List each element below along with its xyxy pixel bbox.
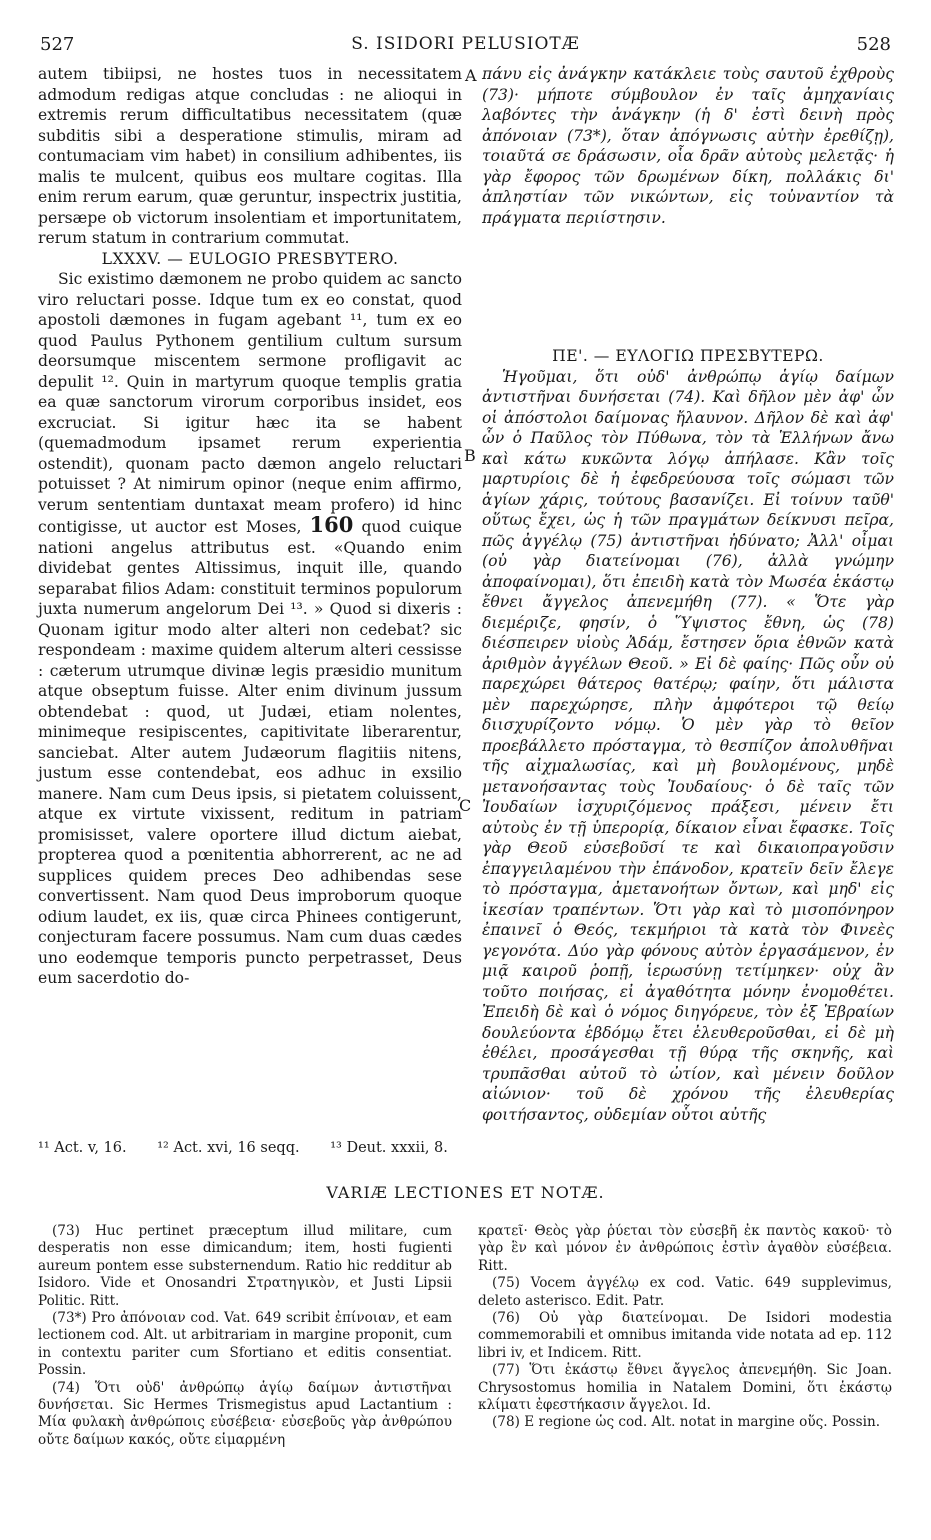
page-header xyxy=(36,34,895,58)
greek-column xyxy=(482,64,894,1125)
note-74-continued: κρατεῖ· Θεὸς γὰρ ῥύεται τὸν εὐσεβῆ ἐκ παντὸς κακοῦ· τὸ γὰρ ἓν καὶ μόνον ἐν ἀνθρώποις ἐστὶν ἀγαθὸν εὐσέβεια. Ritt. xyxy=(478,1223,892,1274)
running-title: S. ISIDORI PELUSIOTÆ xyxy=(351,34,580,54)
margin-marker-a: A xyxy=(465,66,477,85)
note-77: (77) Ὅτι ἑκάστῳ ἔθνει ἄγγελος ἀπενεμήθη. Sic Joan. Chrysostomus homilia in Natalem Domini, ὅτι ἑκάστῳ κλίματι ἐφεστήκασιν ἄγγελοι. Id. xyxy=(478,1362,892,1414)
notes-right-column xyxy=(478,1223,892,1432)
margin-marker-b: B xyxy=(464,446,476,465)
latin-paragraph-1: autem tibiipsi, ne hostes tuos in necessitatem admodum redigas atque concludas : ne alioqui in extremis rerum difficultatibus necessitatem (quæ subditis sibi a desperatione stimulis, miram ad contumaciam vim habet) in consilium adhibentes, iis malis te mulcent, quibus eos multare cogitas. Illa enim rerum earum, quæ geruntur, inspectrix justitia, persæpe ob victorum insolentiam et importunitatem, rerum statum in contrarium commutat. xyxy=(38,65,462,247)
greek-paragraph-2: Ἡγοῦμαι, ὅτι οὐδ' ἀνθρώπῳ ἁγίῳ δαίμων ἀντιστῆναι δυνήσεται (74). Καὶ δῆλον μὲν ἀφ' ὧν οἱ ἀπόστολοι δαίμονας ἤλαυνον. Δῆλον δὲ καὶ ἀφ' ὧν ὁ Παῦλος τὸν Πύθωνα, τὸν τὰ Ἑλλήνων ἄνω καὶ κάτω κυκῶντα λόγῳ ἀπήλασε. Κἂν τοῖς μαρτυρίοις δὲ ἡ ἐφεδρεύουσα τοῖς σώμασι τῶν ἁγίων χάρις, τούτους βασανίζει. Εἰ τοίνυν ταῦθ' οὕτως ἔχει, ὡς ἡ τῶν πραγμάτων δείκνυσι πεῖρα, πῶς ἀγγέλῳ (75) ἀντιστῆναι ἠδύνατο; Ἀλλ' οἶμαι (οὐ γὰρ διατείνομαι (76), ἀλλὰ γνώμην ἀποφαίνομαι), ὅτι ἐπειδὴ κατὰ τὸν Μωσέα ἑκάστῳ ἔθνει ἄγγελος ἀπενεμήθη (77). « Ὅτε γὰρ διεμέριζε, φησίν, ὁ Ὕψιστος ἔθνη, ὡς (78) διέσπειρεν υἱοὺς Ἀδάμ, ἔστησεν ὅρια ἐθνῶν κατὰ ἀριθμὸν ἀγγέλων Θεοῦ. » Εἰ δὲ φαίης· Πῶς οὖν οὐ παρεχώρει θάτερος θατέρῳ; φαίην, ὅτι μάλιστα μὲν παρεχώρησε, πλὴν ἀμφότεροι τῷ θείῳ διισχυρίζοντο νόμῳ. Ὁ μὲν γὰρ τὸ θεῖον προεβάλλετο πρόσταγμα, τὸ θεσπίζον ἀπολυθῆναι τῆς αἰχμαλωσίας, καὶ μὴ βουλομένους, μηδὲ μετανοήσαντας τοὺς Ἰουδαίους· ὁ δὲ ταῖς τῶν Ἰουδαίων ἰσχυριζόμενος πράξεσι, μένειν ἔτι αὐτοὺς ἐν τῇ ὑπερορίᾳ, δίκαιον εἶναι ἔφασκε. Τοῖς γὰρ Θεοῦ εὐσεβοῦσί τε καὶ δικαιοπραγοῦσιν ἐπαγγειλαμένου τὴν ἐπάνοδον, κρατεῖν δεῖν ἔλεγε τὸ πρόσταγμα, ἀμετανοήτων ὄντων, καὶ μηδ' εἰς ἱκεσίαν τραπέντων. Ὅτι γὰρ καὶ τὸ μισοπόνηρον ἐπαινεῖ ὁ Θεός, τεκμήριοι τὰ κατὰ τὸν Φινεὲς γεγονότα. Δύο γὰρ φόνους αὐτὸν ἐργασάμενον, ἐν μιᾷ καιροῦ ῥοπῇ, ἱερωσύνῃ τετίμηκεν· οὐχ ἂν τοῦτο ποιήσας, εἰ ἀγαθότητα μόνην ἐνομοθέτει. Ἐπειδὴ δὲ καὶ ὁ νόμος διηγόρευε, τὸν ἐξ Ἑβραίων δουλεύοντα ἑβδόμῳ ἔτει ἐλευθεροῦσθαι, εἰ δὲ μὴ ἐθέλει, προσάγεσθαι τῇ θύρᾳ τῆς σκηνῆς, καὶ τρυπᾶσθαι αὐτοῦ τὸ ὠτίον, καὶ μένειν δοῦλον αἰώνιον· τοῦ δὲ χρόνου τῆς ἐλευθερίας φοιτήσαντος, οὐδεμίαν οὗτοι αὐτῆς xyxy=(482,367,894,1124)
note-75: (75) Vocem ἀγγέλῳ ex cod. Vatic. 649 supplevimus, deleto asterisco. Edit. Patr. xyxy=(478,1275,892,1309)
latin-column xyxy=(38,64,462,989)
note-74: (74) Ὅτι οὐδ' ἀνθρώπῳ ἁγίῳ δαίμων ἀντιστῆναι δυνήσεται. Sic Hermes Trismegistus apud Lactantium : Μία φυλακὴ ἀνθρώποις εὐσέβεια· εὐσεβοῦς γὰρ ἀνθρώπου οὔτε δαίμων κακός, οὔτε εἱμαρμένη xyxy=(38,1379,452,1448)
note-78: (78) E regione ὡς cod. Alt. notat in margine οὕς. Possin. xyxy=(492,1414,881,1431)
latin-paragraph-2 xyxy=(38,269,462,989)
greek-paragraph-1: πάνυ εἰς ἀνάγκην κατάκλειε τοὺς σαυτοῦ ἐχθροὺς (73)· μήποτε σύμβουλον ἐν ταῖς ἀμηχανίαις λαβόντες τὴν ἀνάγκην (ἡ δ' ἐστὶ δεινὴ πρὸς ἀπόνοιαν (73*), ὅταν ἀπόγνωσις αὐτὴν ἐρεθίζῃ), τοιαῦτά σε δράσωσιν, οἷα δρᾶν αὐτοὺς μελετᾷς· ἡ γὰρ ἔφορος τῶν δρωμένων δίκη, πολλάκις δι' ἀπληστίαν τῶν νικώντων, εἰς τοὐναντίον τὰ πράγματα περιίστησιν. xyxy=(482,65,894,227)
reference-12: ¹² Act. xvi, 16 seqq. xyxy=(157,1140,300,1156)
reference-11: ¹¹ Act. v, 16. xyxy=(38,1140,127,1156)
page-number-left: 527 xyxy=(40,34,75,55)
latin-paragraph-2a: Sic existimo dæmonem ne probo quidem ac sancto viro reluctari posse. Idque tum ex eo constat, quod apostoli dæmones in fugam agebant ¹¹, tum ex eo quod Paulus Pythonem gentilium cultum sursum deorsumque miscentem sermone profligavit ac depulit ¹². Quin in martyrum quoque templis gratia ea quæ sanctorum virorum corporibus insidet, eos excruciat. Si igitur hæc ita se habent (quemadmodum ipsamet rerum experientia ostendit), quonam pacto dæmon angelo reluctari potuisset ? At nimirum opinor (neque enim affirmo, verum sententiam duntaxat meam profero) id hinc contigisse, ut auctor est Moses, xyxy=(38,270,462,536)
column-number: 160 xyxy=(309,512,354,537)
page-number-right: 528 xyxy=(856,34,891,55)
note-73-star: (73*) Pro ἀπόνοιαν cod. Vat. 649 scribit ἐπίνοιαν, et eam lectionem cod. Alt. ut arbitrariam in margine proponit, cum in contextu pariter cum Sfortiano et editis consentiat. Possin. xyxy=(38,1310,452,1379)
latin-section-title: LXXXV. — EULOGIO PRESBYTERO. xyxy=(101,249,399,268)
latin-paragraph-2b: quod cuique nationi angelus attributus est. «Quando enim dividebat gentes Altissimus, inquit ille, quando separabat filios Adam: constituit terminos populorum juxta numerum angelorum Dei ¹³. » Quod si dixeris : Quonam igitur modo alter alteri non cedebat? sic respondeam : maxime quidem alterum alteri cessisse : cæterum utrumque divinæ legis præsidio munitum atque obseptum fuisse. Alter enim divinum jussum obtendebat : quod, ut Judæi, etiam nolentes, minimeque resipiscentes, capitivitate liberarentur, sanciebat. Alter autem Judæorum flagitiis nitens, justum esse contendebat, eos adhuc in exsilio manere. Nam cum Deus ipsis, si pietatem coluissent, atque ex virtute vixissent, reditum in patriam promisisset, valere oportere illud dictum aiebat, propterea quod a pœnitentia abhorrerent, ac ne ad supplices quidem preces Deo adhibendas sese convertissent. Nam quod Deus improborum quoque odium laudet, ex iis, quæ circa Phinees contigerunt, conjecturam facere possumus. Nam cum duas cædes uno eodemque temporis puncto perpetrasset, Deus eum sacerdotio do- xyxy=(38,518,462,987)
greek-section-title: ΠΕ'. — ΕΥΛΟΓΙΩ ΠΡΕΣΒΥΤΕΡΩ. xyxy=(552,347,824,365)
scripture-references xyxy=(38,1140,474,1156)
margin-marker-c: C xyxy=(459,796,472,815)
note-73: (73) Huc pertinet præceptum illud militare, cum desperatis non esse dimicandum; item, hosti fugienti aureum pontem esse substernendum. Ratio hic redditur ab Isidoro. Vide et Onosandri Στρατηγικὸν, et Justi Lipsii Politic. Ritt. xyxy=(38,1223,452,1309)
notes-left-column xyxy=(38,1223,452,1449)
note-76: (76) Οὐ γὰρ διατείνομαι. De Isidori modestia commemorabili et omnibus imitanda vide notata ad ep. 112 libri iv, et Indicem. Ritt. xyxy=(478,1310,892,1361)
reference-13: ¹³ Deut. xxxii, 8. xyxy=(330,1140,448,1156)
notes-title: VARIÆ LECTIONES ET NOTÆ. xyxy=(326,1183,605,1202)
